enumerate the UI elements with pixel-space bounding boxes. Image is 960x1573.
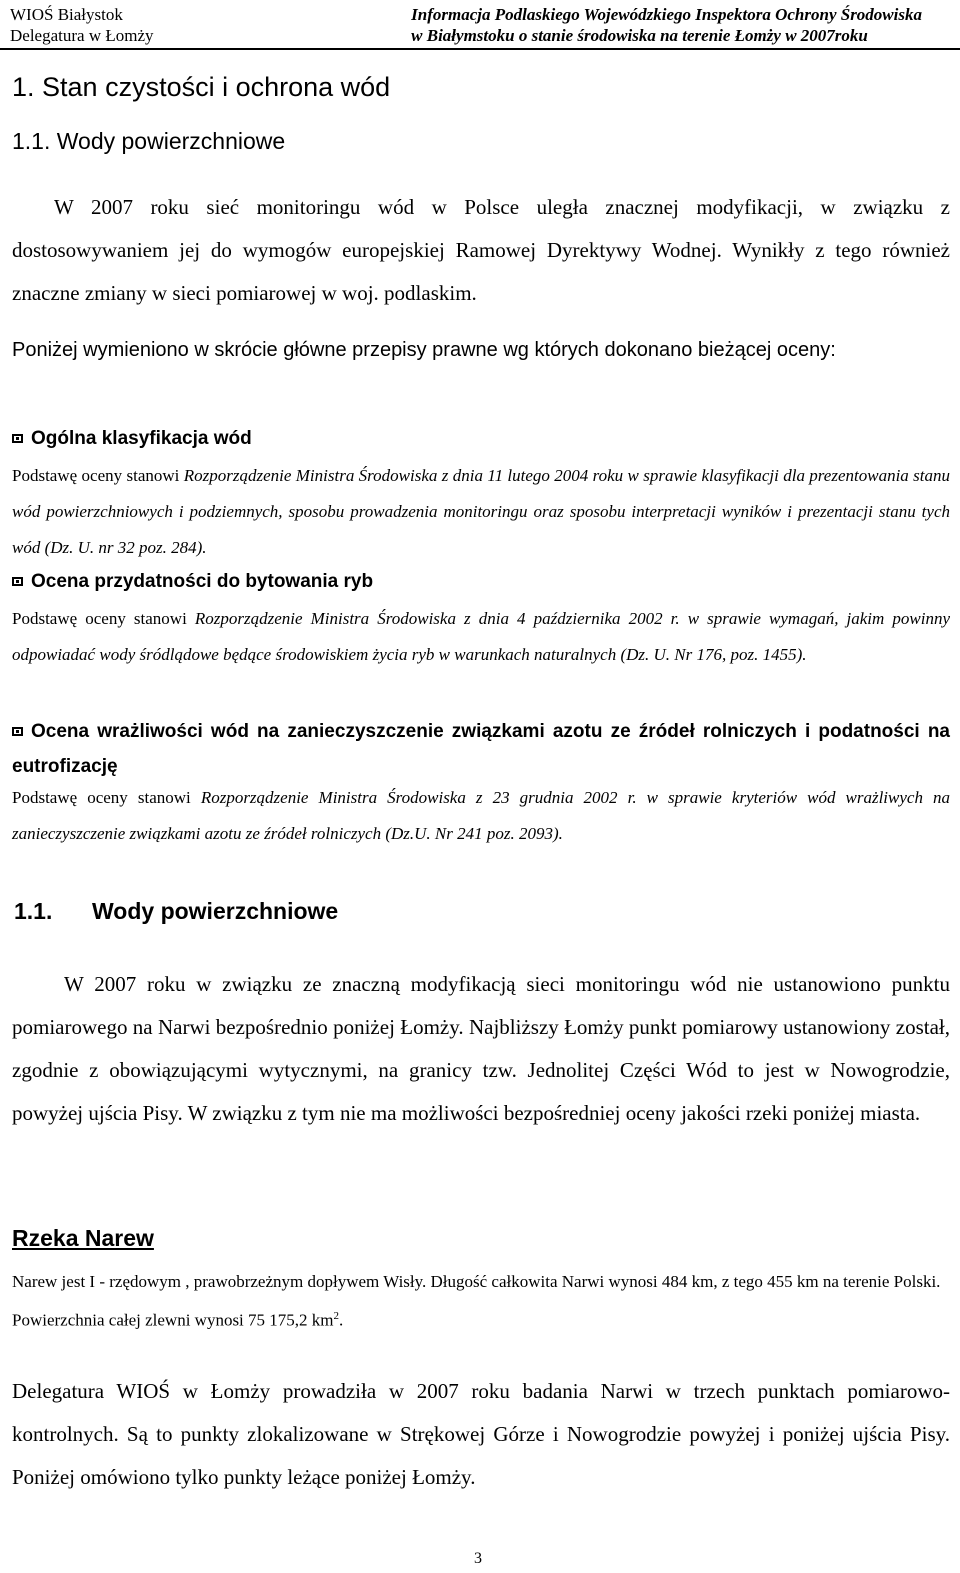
bullet-text-3 [12,780,950,852]
header-branch: Delegatura w Łomży [10,26,154,45]
regulation-2: Rozporządzenie Ministra Środowiska z dnia 4 października 2002 r. w sprawie wymagań, jakim powinny odpowiadać wody śródlądowe będące środowiskiem życia ryb w warunkach naturalnych (Dz. U. Nr 176, poz. 1455). [12,609,950,664]
section2-paragraph: W 2007 roku w związku ze znaczną modyfikacją sieci monitoringu wód nie ustanowiono punktu pomiarowego na Narwi bezpośrednio poniżej Łomży. Najbliższy Łomży punkt pomiarowy ustanowiony został, zgodnie z obowiązującymi wytycznymi, na granicy tzw. Jednolitej Części Wód to jest w Nowogrodzie, powyżej ujścia Pisy. W związku z tym nie ma możliwości bezpośredniej oceny jakości rzeki poniżej miasta. [12,972,950,1125]
header-title-line2: w Białymstoku o stanie środowiska na terenie Łomży w 2007roku [411,26,868,45]
river-text: Narew jest I - rzędowym , prawobrzeżnym dopływem Wisły. Długość całkowita Narwi wynosi 484 km, z tego 455 km na terenie Polski. Powierzchnia całej zlewni wynosi 75 175,2 km [12,1272,941,1330]
bullet-prefix-1: Podstawę oceny stanowi [12,466,184,485]
section2-number: 1.1. [14,898,53,924]
page-number: 3 [474,1550,482,1567]
river-tail: . [339,1310,344,1330]
regulations-intro: Poniżej wymieniono w skrócie główne przepisy prawne wg których dokonano bieżącej oceny: [12,339,836,361]
header-right [411,4,922,46]
river-heading: Rzeka Narew [12,1225,154,1251]
bullet-icon [12,727,23,736]
header-title-line1: Informacja Podlaskiego Wojewódzkiego Inspektora Ochrony Środowiska [411,5,922,24]
bullet-heading-1 [12,428,950,450]
bullet-prefix-3: Podstawę oceny stanowi [12,788,201,807]
bullet-title-2: Ocena przydatności do bytowania ryb [31,571,374,592]
bullet-icon [12,434,23,443]
regulation-3: Rozporządzenie Ministra Środowiska z 23 grudnia 2002 r. w sprawie kryteriów wód wrażliwych na zanieczyszczenie związkami azotu ze źródeł rolniczych (Dz.U. Nr 241 poz. 2093). [12,788,951,843]
regulation-1: Rozporządzenie Ministra Środowiska z dnia 11 lutego 2004 roku w sprawie klasyfikacji dla prezentowania stanu wód powierzchniowych i podziemnych, sposobu prowadzenia monitoringu oraz sposobu interpretacji wyników i prezentacji stanu tych wód (Dz. U. nr 32 poz. 284). [12,466,950,557]
bullet-prefix-2: Podstawę oceny stanowi [12,609,195,628]
bullet-text-1 [12,458,950,566]
bullet-title-1: Ogólna klasyfikacja wód [31,428,252,449]
bullet-icon [12,577,23,586]
section2-title: Wody powierzchniowe [92,898,339,924]
header-org: WIOŚ Białystok [10,5,123,24]
intro-paragraph: W 2007 roku sieć monitoringu wód w Polsce uległa znacznej modyfikacji, w związku z dostosowywaniem jej do wymogów europejskiej Ramowej Dyrektywy Wodnej. Wynikły z tego również znaczne zmiany w sieci pomiarowej w woj. podlaskim. [12,195,950,305]
river-description [12,1265,950,1338]
bullet-text-2 [12,601,950,673]
bullet-heading-3 [12,714,950,784]
final-paragraph: Delegatura WIOŚ w Łomży prowadziła w 2007 roku badania Narwi w trzech punktach pomiarowo-kontrolnych. Są to punkty zlokalizowane w Strękowej Górze i Nowogrodzie powyżej i poniżej ujścia Pisy. Poniżej omówiono tylko punkty leżące poniżej Łomży. [12,1379,950,1489]
section-heading: 1. Stan czystości i ochrona wód [12,72,391,102]
subsection-heading: 1.1. Wody powierzchniowe [12,128,286,154]
header-divider [0,48,960,50]
header-left [10,4,154,46]
bullet-heading-2 [12,571,950,593]
river-sup: 2 [333,1310,340,1322]
bullet-title-3: Ocena wrażliwości wód na zanieczyszczenie związkami azotu ze źródeł rolniczych i podatności na eutrofizację [12,721,950,777]
